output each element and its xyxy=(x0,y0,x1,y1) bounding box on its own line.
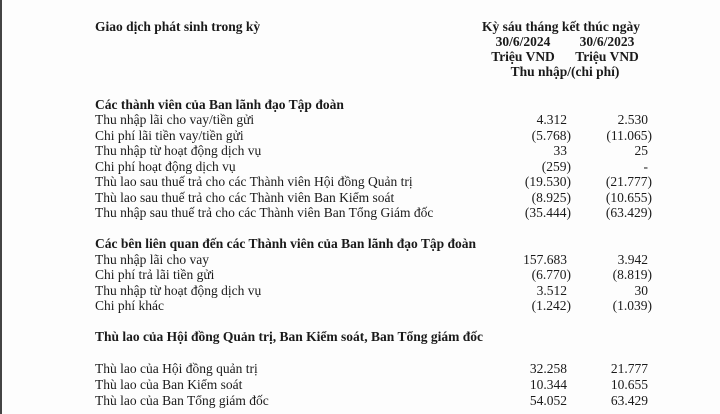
value-2024: 54.052 xyxy=(529,393,567,408)
row-label: Thu nhập lãi cho vay/tiền gửi xyxy=(95,112,255,127)
row-label: Thu nhập sau thuế trả cho các Thành viên Ban Tổng Giám đốc xyxy=(95,205,434,220)
value-2024: 10.344 xyxy=(529,377,567,392)
sign-note: Thu nhập/(chi phí) xyxy=(510,64,620,79)
value-2024: (35.444) xyxy=(524,205,571,220)
period-header: Kỳ sáu tháng kết thúc ngày xyxy=(482,19,640,34)
value-2024: 4.312 xyxy=(536,112,567,127)
value-2024: 157.683 xyxy=(523,251,567,267)
row-label: Thu nhập từ hoạt động dịch vụ xyxy=(95,143,262,158)
section-heading-remuneration: Thù lao của Hội đồng Quản trị, Ban Kiểm soát, Ban Tổng giám đốc xyxy=(95,329,483,344)
value-2023: (10.655) xyxy=(605,189,652,205)
row-label: Thu nhập từ hoạt động dịch vụ xyxy=(95,282,262,298)
value-2023: (63.429) xyxy=(605,205,652,220)
value-2023: 21.777 xyxy=(610,361,648,376)
value-2023: 25 xyxy=(634,143,648,158)
row-label: Thu nhập lãi cho vay xyxy=(95,251,209,267)
value-2024: 3.512 xyxy=(536,282,567,298)
value-2024: (8.925) xyxy=(531,189,571,205)
value-2024: (1.242) xyxy=(531,298,571,313)
value-2023: 30 xyxy=(634,282,648,298)
value-2023: (8.819) xyxy=(612,267,652,282)
page-left-border xyxy=(0,0,2,414)
value-2023: (1.039) xyxy=(612,298,652,313)
value-2023: 63.429 xyxy=(610,393,648,408)
row-label: Thù lao của Ban Kiểm soát xyxy=(95,377,243,392)
section-heading-management: Các thành viên của Ban lãnh đạo Tập đoàn xyxy=(95,97,344,112)
column-date-2023: 30/6/2023 xyxy=(579,34,635,49)
value-2023: 2.530 xyxy=(617,112,648,127)
section-heading-related-parties: Các bên liên quan đến các Thành viên của Ban lãnh đạo Tập đoàn xyxy=(95,236,476,251)
column-date-2024: 30/6/2024 xyxy=(495,34,551,49)
value-2024: 32.258 xyxy=(529,361,567,376)
value-2024: 33 xyxy=(553,143,567,158)
column-unit-2024: Triệu VND xyxy=(491,49,555,64)
row-label: Chi phí hoạt động dịch vụ xyxy=(95,158,236,174)
row-label: Chi phí lãi tiền vay/tiền gửi xyxy=(95,127,244,143)
value-2023: 10.655 xyxy=(610,377,648,392)
table-title: Giao dịch phát sinh trong kỳ xyxy=(95,19,261,34)
row-label: Chi phí trả lãi tiền gửi xyxy=(95,267,215,282)
value-2023: - xyxy=(643,158,648,174)
value-2023: (21.777) xyxy=(605,174,652,189)
value-2024: (6.770) xyxy=(531,267,571,282)
value-2024: (19.530) xyxy=(524,174,571,189)
column-unit-2023: Triệu VND xyxy=(575,49,639,64)
row-label: Chi phí khác xyxy=(95,298,164,313)
value-2023: (11.065) xyxy=(606,127,652,143)
row-label: Thù lao của Hội đồng quản trị xyxy=(95,361,258,376)
value-2024: (259) xyxy=(541,158,571,174)
row-label: Thù lao sau thuế trả cho các Thành viên Ban Kiểm soát xyxy=(95,189,395,205)
value-2023: 3.942 xyxy=(617,251,648,267)
row-label: Thù lao của Ban Tổng giám đốc xyxy=(95,393,269,408)
value-2024: (5.768) xyxy=(531,127,571,143)
row-label: Thù lao sau thuế trả cho các Thành viên Hội đồng Quản trị xyxy=(95,174,413,189)
